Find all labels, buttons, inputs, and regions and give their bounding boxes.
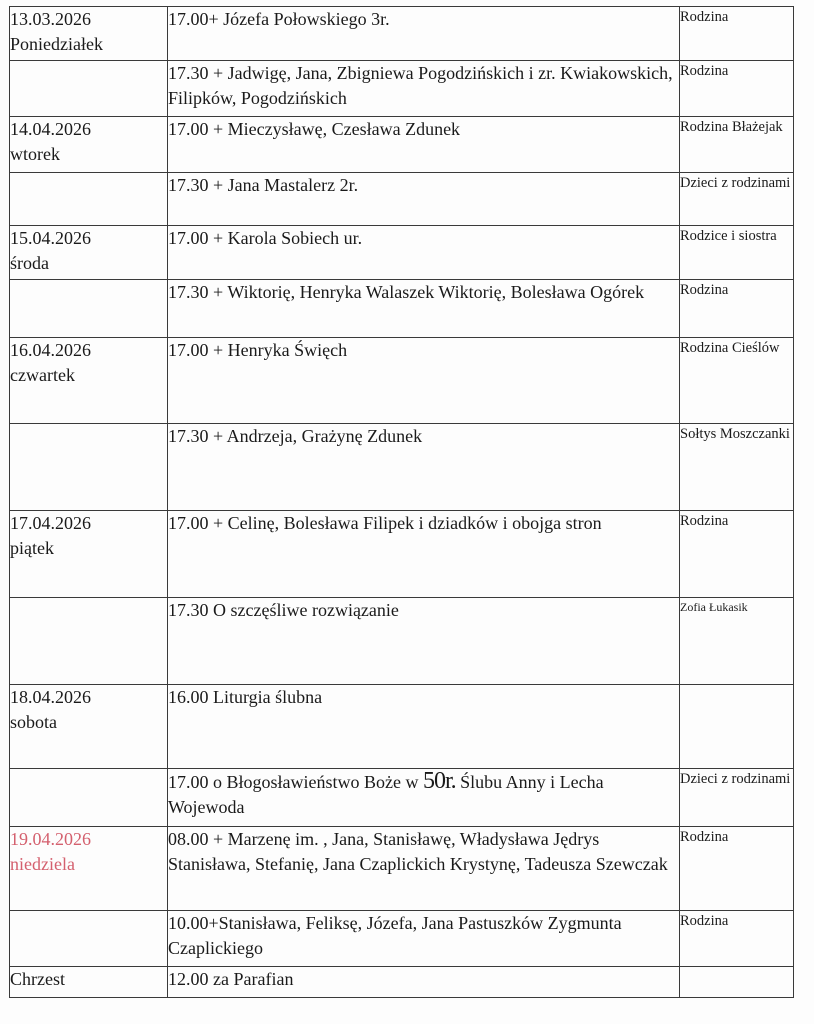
day-cell: [10, 598, 168, 685]
table-row: [10, 598, 794, 685]
offered-by-cell: [680, 685, 794, 769]
table-row: [10, 338, 794, 424]
intention-cell: 17.00 + Celinę, Bolesława Filipek i dziadków i obojga stron: [168, 511, 680, 598]
offered-by-cell: Rodzina Cieślów: [680, 338, 794, 424]
offered-by-cell: Rodzina: [680, 7, 794, 61]
intention-cell: 17.30 O szczęśliwe rozwiązanie: [168, 598, 680, 685]
weekday-text: sobota: [10, 712, 57, 732]
weekday-text: środa: [10, 253, 49, 273]
day-cell: [10, 61, 168, 117]
intention-cell: 17.30 + Wiktorię, Henryka Walaszek Wiktorię, Bolesława Ogórek: [168, 280, 680, 338]
intention-cell: 08.00 + Marzenę im. , Jana, Stanisławę, Władysława Jędrys Stanisława, Stefanię, Jana Czaplickich Krystynę, Tadeusza Szewczak: [168, 827, 680, 911]
day-cell: [10, 7, 168, 61]
date-text: 17.04.2026: [10, 513, 91, 533]
intention-cell: [168, 769, 680, 827]
intention-cell: 17.00 + Mieczysławę, Czesława Zdunek: [168, 117, 680, 173]
day-cell: [10, 911, 168, 967]
offered-by-cell: Rodzina: [680, 511, 794, 598]
weekday-text: niedziela: [10, 854, 75, 874]
mass-intentions-table: [9, 6, 794, 998]
table-row: [10, 7, 794, 61]
table-row: [10, 911, 794, 967]
intention-cell: 12.00 za Parafian: [168, 967, 680, 998]
day-cell: [10, 117, 168, 173]
intention-cell: 17.30 + Jadwigę, Jana, Zbigniewa Pogodzińskich i zr. Kwiakowskich, Filipków, Pogodzińskich: [168, 61, 680, 117]
table-row: [10, 61, 794, 117]
offered-by-cell: Rodzina: [680, 911, 794, 967]
intention-cell: 17.00+ Józefa Połowskiego 3r.: [168, 7, 680, 61]
offered-by-cell: Rodzina: [680, 280, 794, 338]
day-cell: [10, 769, 168, 827]
offered-by-cell: Rodzina Błażejak: [680, 117, 794, 173]
table-row: [10, 424, 794, 511]
weekday-text: wtorek: [10, 144, 60, 164]
date-text: 18.04.2026: [10, 687, 91, 707]
intention-cell: 17.00 + Henryka Święch: [168, 338, 680, 424]
day-cell-sunday: [10, 827, 168, 911]
offered-by-cell: Zofia Łukasik: [680, 598, 794, 685]
offered-by-cell: Dzieci z rodzinami: [680, 769, 794, 827]
date-text: 14.04.2026: [10, 119, 91, 139]
day-cell: [10, 280, 168, 338]
intention-cell: 16.00 Liturgia ślubna: [168, 685, 680, 769]
offered-by-cell: [680, 967, 794, 998]
date-text: 13.03.2026: [10, 9, 91, 29]
weekday-text: piątek: [10, 538, 54, 558]
offered-by-cell: Rodzina: [680, 61, 794, 117]
day-cell: [10, 685, 168, 769]
weekday-text: czwartek: [10, 365, 75, 385]
offered-by-cell: Dzieci z rodzinami: [680, 173, 794, 226]
offered-by-cell: Sołtys Moszczanki: [680, 424, 794, 511]
table-row: [10, 967, 794, 998]
intention-cell: 10.00+Stanisława, Feliksę, Józefa, Jana Pastuszków Zygmunta Czaplickiego: [168, 911, 680, 967]
date-text: 15.04.2026: [10, 228, 91, 248]
day-cell: [10, 424, 168, 511]
date-text: Chrzest: [10, 969, 65, 989]
table-row: [10, 827, 794, 911]
intention-cell: 17.00 + Karola Sobiech ur.: [168, 226, 680, 280]
intention-cell: 17.30 + Andrzeja, Grażynę Zdunek: [168, 424, 680, 511]
offered-by-cell: Rodzina: [680, 827, 794, 911]
intention-text-start: 17.00 o Błogosławieństwo Boże w: [168, 772, 423, 792]
day-cell: [10, 511, 168, 598]
table-row: [10, 685, 794, 769]
date-text: 16.04.2026: [10, 340, 91, 360]
table-row: [10, 769, 794, 827]
intention-text-end: Ślubu Anny i Lecha Wojewoda: [168, 772, 604, 817]
date-text: 19.04.2026: [10, 829, 91, 849]
table-row: [10, 511, 794, 598]
table-row: [10, 280, 794, 338]
day-cell: [10, 338, 168, 424]
offered-by-cell: Rodzice i siostra: [680, 226, 794, 280]
day-cell: [10, 173, 168, 226]
table-row: [10, 226, 794, 280]
intention-cell: 17.30 + Jana Mastalerz 2r.: [168, 173, 680, 226]
day-cell: [10, 967, 168, 998]
table-row: [10, 117, 794, 173]
day-cell: [10, 226, 168, 280]
table-row: [10, 173, 794, 226]
anniversary-mark: 50r.: [422, 768, 456, 794]
weekday-text: Poniedziałek: [10, 34, 103, 54]
